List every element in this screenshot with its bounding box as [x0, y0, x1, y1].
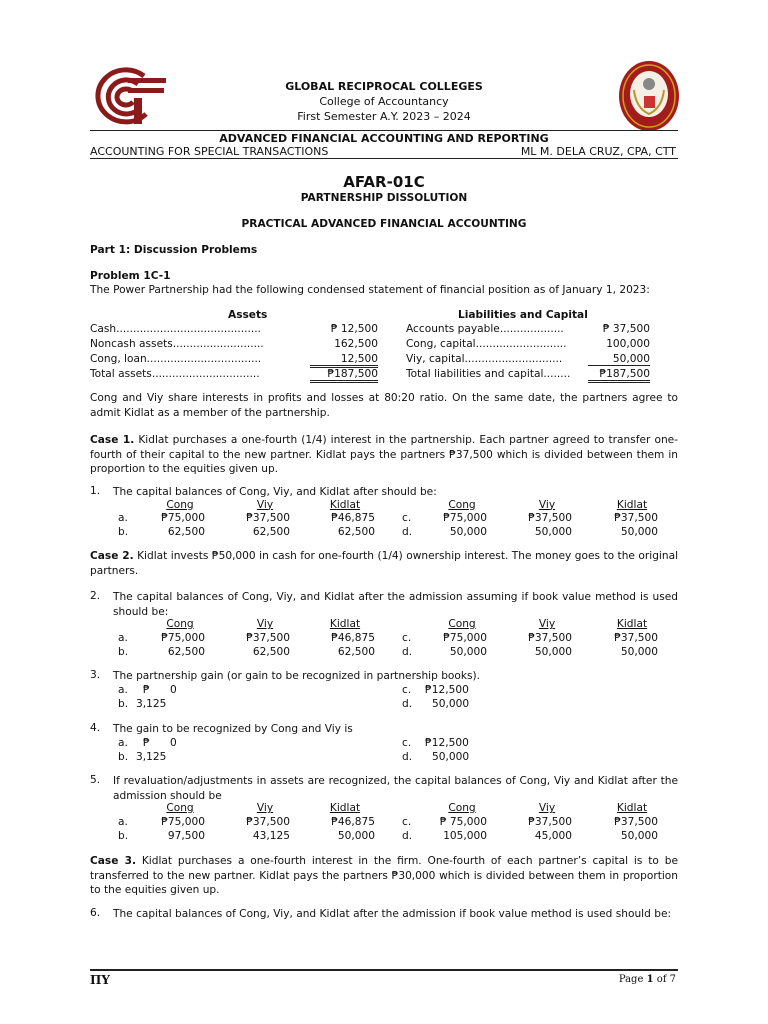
- option-letter: a.: [118, 631, 128, 644]
- option-letter: d.: [402, 526, 413, 539]
- option-letter: b.: [118, 698, 129, 711]
- option-value: ₱75,000: [161, 815, 205, 828]
- option-value: 50,000: [449, 526, 487, 539]
- option-letter: c.: [402, 683, 412, 696]
- liability-label: Viy, capital.............................: [406, 353, 563, 365]
- option-letter: a.: [118, 815, 128, 828]
- semester: First Semester A.Y. 2023 – 2024: [297, 110, 471, 123]
- column-header: Cong: [448, 498, 476, 511]
- option-letter: d.: [402, 751, 413, 764]
- question-text: If revaluation/adjustments in assets are recognized, the capital balances of Cong, Viy and Kidlat after the admission should be: [113, 775, 678, 802]
- column-header: Kidlat: [329, 618, 361, 631]
- option-value: 50,000: [620, 645, 658, 658]
- option-value: 62,500: [252, 645, 290, 658]
- column-header: Cong: [448, 618, 476, 631]
- case-3: Case 3. Kidlat purchases a one-fourth interest in the firm. One-fourth of each partner’s capital is to be transferred to the new partner. Kidlat pays the partners ₱30,000 which is divided between them in proportion to the equities given up.: [90, 855, 678, 897]
- option-value: 50,000: [432, 751, 470, 764]
- footer-rule: [90, 969, 678, 971]
- option-value: 45,000: [534, 829, 572, 842]
- question-text: The partnership gain (or gain to be recognized in partnership books).: [113, 670, 481, 682]
- option-value: ₱75,000: [443, 631, 487, 644]
- option-letter: c.: [402, 736, 412, 749]
- column-header: Cong: [448, 802, 476, 815]
- column-header: Viy: [256, 498, 274, 511]
- section-title: PRACTICAL ADVANCED FINANCIAL ACCOUNTING: [241, 218, 527, 230]
- option-value: 105,000: [443, 829, 487, 842]
- option-value: ₱37,500: [614, 815, 658, 828]
- option-value: 50,000: [432, 698, 470, 711]
- option-value: ₱46,875: [331, 512, 375, 525]
- header-rule: [90, 130, 678, 131]
- option-value: 50,000: [534, 526, 572, 539]
- column-header: Cong: [166, 498, 194, 511]
- option-letter: d.: [402, 698, 413, 711]
- column-header: Viy: [538, 802, 556, 815]
- question-number: 3.: [90, 669, 101, 681]
- case-3-label: Case 3.: [90, 855, 136, 867]
- asset-label: Total assets................................: [90, 368, 260, 380]
- asset-label: Cash...........................................: [90, 323, 261, 335]
- liability-value: ₱187,500: [588, 368, 650, 383]
- question-text: The capital balances of Cong, Viy, and Kidlat after the admission assuming if book value method is used should be:: [113, 591, 678, 618]
- course-title: ADVANCED FINANCIAL ACCOUNTING AND REPORTING: [219, 132, 549, 145]
- liability-value: ₱ 37,500: [602, 323, 650, 335]
- option-value: 62,500: [167, 645, 205, 658]
- option-value: 62,500: [252, 526, 290, 539]
- option-value: 3,125: [136, 698, 167, 711]
- column-header: Kidlat: [329, 802, 361, 815]
- option-value: ₱75,000: [443, 512, 487, 525]
- option-value: 43,125: [252, 829, 290, 842]
- case-1: Case 1. Kidlat purchases a one-fourth (1/4) interest in the partnership. Each partner agreed to transfer one-fourth of their capital to the new partner. Kidlat pays the partners ₱37,500 which is divided between them in proportion to the equities given up.: [90, 434, 679, 476]
- option-value: 50,000: [337, 829, 375, 842]
- column-header: Cong: [166, 802, 194, 815]
- column-header: Kidlat: [616, 802, 648, 815]
- option-value: ₱37,500: [246, 512, 290, 525]
- question-number: 1.: [90, 485, 101, 497]
- option-letter: c.: [402, 512, 412, 525]
- question-number: 4.: [90, 722, 101, 734]
- partner-ratio-text: Cong and Viy share interests in profits and losses at 80:20 ratio. On the same date, the partners agree to admit Kidlat as a member of the partnership.: [90, 392, 678, 419]
- assets-header: Assets: [228, 309, 268, 321]
- column-header: Viy: [256, 618, 274, 631]
- asset-value: ₱ 12,500: [330, 323, 378, 335]
- option-value: ₱46,875: [331, 631, 375, 644]
- option-value: ₱ 0: [143, 683, 177, 696]
- option-value: 97,500: [167, 829, 205, 842]
- page-number: Page 1 of 7: [618, 974, 676, 985]
- option-letter: d.: [402, 645, 413, 658]
- column-header: Kidlat: [329, 498, 361, 511]
- column-header: Cong: [166, 618, 194, 631]
- problem-title: Problem 1C-1: [90, 270, 171, 282]
- option-value: ₱37,500: [528, 815, 572, 828]
- option-value: ₱ 75,000: [439, 815, 487, 828]
- case-2: Case 2. Kidlat invests ₱50,000 in cash for one-fourth (1/4) ownership interest. The money goes to the original partners.: [90, 550, 679, 577]
- option-value: 50,000: [620, 526, 658, 539]
- liability-label: Cong, capital...........................: [406, 338, 567, 350]
- question-number: 5.: [90, 774, 101, 786]
- option-letter: a.: [118, 736, 128, 749]
- liabilities-header: Liabilities and Capital: [458, 309, 588, 321]
- asset-value: ₱187,500: [310, 367, 378, 383]
- option-value: ₱46,875: [331, 815, 375, 828]
- option-value: 50,000: [449, 645, 487, 658]
- part-title: Part 1: Discussion Problems: [90, 244, 258, 256]
- asset-label: Cong, loan..................................: [90, 353, 262, 365]
- column-header: Kidlat: [616, 618, 648, 631]
- college-name: College of Accountancy: [319, 95, 449, 108]
- column-header: Kidlat: [616, 498, 648, 511]
- instructor: ML M. DELA CRUZ, CPA, CTT: [520, 145, 676, 158]
- liability-label: Total liabilities and capital........: [406, 368, 571, 380]
- option-value: ₱37,500: [246, 815, 290, 828]
- option-letter: b.: [118, 751, 129, 764]
- liability-value: 100,000: [606, 338, 650, 350]
- question-number: 6.: [90, 907, 101, 919]
- asset-value: 12,500: [310, 353, 378, 366]
- option-value: ₱37,500: [614, 631, 658, 644]
- option-letter: b.: [118, 645, 129, 658]
- option-value: ₱12,500: [425, 736, 469, 749]
- footer-mark: ΠΥ: [90, 973, 110, 987]
- option-letter: a.: [118, 683, 128, 696]
- column-header: Viy: [538, 498, 556, 511]
- option-value: 3,125: [136, 751, 167, 764]
- question-number: 2.: [90, 590, 101, 602]
- option-letter: c.: [402, 815, 412, 828]
- option-value: 50,000: [534, 645, 572, 658]
- option-value: ₱37,500: [614, 512, 658, 525]
- problem-text: The Power Partnership had the following condensed statement of financial position as of January 1, 2023:: [90, 284, 650, 296]
- option-value: 62,500: [167, 526, 205, 539]
- option-letter: c.: [402, 631, 412, 644]
- option-value: ₱75,000: [161, 631, 205, 644]
- doc-code: AFAR-01C: [343, 173, 425, 191]
- option-letter: b.: [118, 829, 129, 842]
- doc-subtitle: PARTNERSHIP DISSOLUTION: [300, 192, 468, 204]
- column-header: Viy: [256, 802, 274, 815]
- option-letter: a.: [118, 512, 128, 525]
- school-name: GLOBAL RECIPROCAL COLLEGES: [285, 80, 483, 93]
- question-text: The capital balances of Cong, Viy, and Kidlat after should be:: [113, 486, 437, 498]
- option-letter: b.: [118, 526, 129, 539]
- subheader-rule: [90, 158, 678, 159]
- column-header: Viy: [538, 618, 556, 631]
- option-value: 62,500: [337, 526, 375, 539]
- option-value: 62,500: [337, 645, 375, 658]
- question-text: The gain to be recognized by Cong and Viy is: [113, 723, 353, 735]
- course-topic: ACCOUNTING FOR SPECIAL TRANSACTIONS: [90, 145, 329, 158]
- option-value: ₱ 0: [143, 736, 177, 749]
- question-text: The capital balances of Cong, Viy, and Kidlat after the admission if book value method is used should be:: [113, 908, 672, 920]
- option-value: ₱37,500: [528, 512, 572, 525]
- case-1-label: Case 1.: [90, 434, 135, 446]
- option-value: ₱37,500: [528, 631, 572, 644]
- option-value: ₱12,500: [425, 683, 469, 696]
- asset-label: Noncash assets...........................: [90, 338, 264, 350]
- liability-value: 50,000: [588, 353, 650, 366]
- option-letter: d.: [402, 829, 413, 842]
- option-value: ₱75,000: [161, 512, 205, 525]
- liability-label: Accounts payable...................: [406, 323, 564, 335]
- option-value: 50,000: [620, 829, 658, 842]
- asset-value: 162,500: [334, 338, 378, 350]
- case-2-label: Case 2.: [90, 550, 134, 562]
- option-value: ₱37,500: [246, 631, 290, 644]
